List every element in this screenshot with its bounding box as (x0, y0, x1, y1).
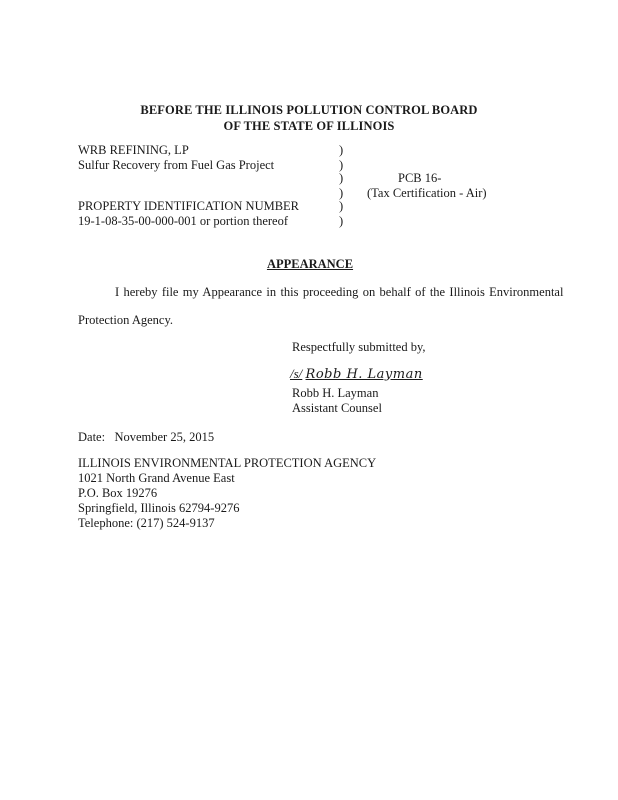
case-number: PCB 16- (398, 171, 442, 185)
caption-paren: ) (339, 158, 344, 172)
caption-project-name: Sulfur Recovery from Fuel Gas Project (78, 158, 275, 172)
board-heading-line1: BEFORE THE ILLINOIS POLLUTION CONTROL BOARD (140, 103, 478, 117)
caption-paren: ) (339, 186, 344, 200)
signature-cursive: Robb H. Layman (305, 367, 423, 382)
agency-street: 1021 North Grand Avenue East (78, 471, 235, 485)
caption-paren: ) (339, 214, 344, 228)
agency-city: Springfield, Illinois 62794-9276 (78, 501, 240, 515)
agency-name: ILLINOIS ENVIRONMENTAL PROTECTION AGENCY (78, 456, 377, 470)
caption-paren: ) (339, 171, 344, 185)
appearance-title: APPEARANCE (266, 257, 354, 271)
closing-text: Respectfully submitted by, (292, 340, 426, 354)
appearance-body-line2: Protection Agency. (78, 313, 174, 327)
caption-paren: ) (339, 199, 344, 213)
date-label: Date: (78, 430, 106, 444)
signer-name: Robb H. Layman (292, 386, 379, 400)
agency-po-box: P.O. Box 19276 (78, 486, 158, 500)
signature-line (290, 366, 423, 382)
case-type: (Tax Certification - Air) (367, 186, 487, 200)
board-heading-line2: OF THE STATE OF ILLINOIS (223, 119, 395, 133)
signer-title: Assistant Counsel (292, 401, 382, 415)
signature-slash: /s/ (290, 366, 303, 381)
caption-party-name: WRB REFINING, LP (78, 143, 189, 157)
caption-property-number: 19-1-08-35-00-000-001 or portion thereof (78, 214, 289, 228)
caption-paren: ) (339, 143, 344, 157)
appearance-body-line1: I hereby file my Appearance in this proceeding on behalf of the Illinois Environmental (115, 285, 564, 299)
date-value: November 25, 2015 (114, 430, 215, 444)
caption-property-label: PROPERTY IDENTIFICATION NUMBER (78, 199, 300, 213)
date-line (78, 430, 214, 445)
agency-telephone: Telephone: (217) 524-9137 (78, 516, 215, 530)
